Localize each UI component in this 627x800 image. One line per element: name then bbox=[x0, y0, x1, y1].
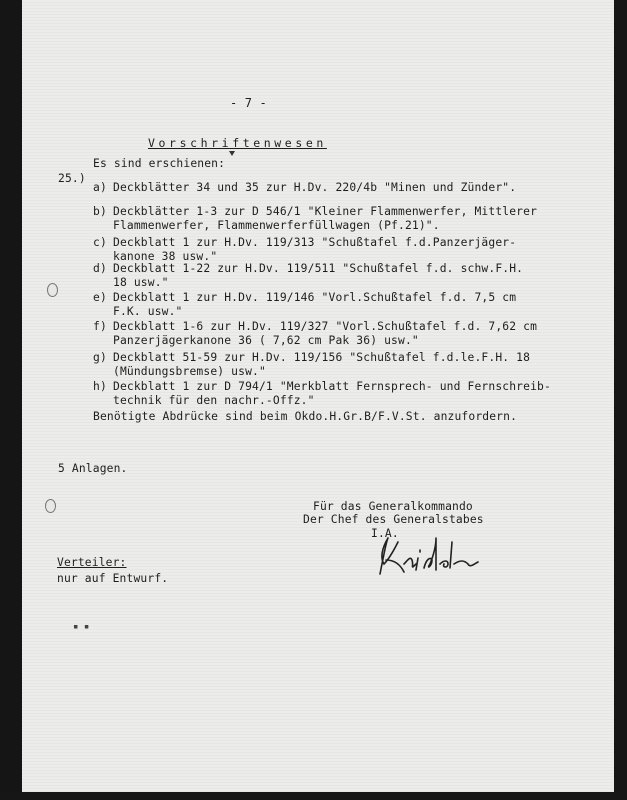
caret-mark bbox=[229, 151, 235, 156]
item-h-line-2: technik für den nachr.-Offz." bbox=[113, 394, 315, 407]
distribution-value: nur auf Entwurf. bbox=[57, 572, 169, 585]
closing-note: Benötigte Abdrücke sind beim Okdo.H.Gr.B/F.V.St. anzufordern. bbox=[93, 410, 518, 423]
signature-line-2: Der Chef des Generalstabes bbox=[303, 513, 484, 526]
scan-bottom-edge bbox=[0, 792, 627, 800]
item-label-d: d) bbox=[93, 262, 107, 275]
document-page bbox=[22, 0, 614, 792]
item-g-line-1: Deckblatt 51-59 zur H.Dv. 119/156 "Schußtafel f.d.le.F.H. 18 bbox=[113, 351, 531, 364]
distribution-label: Verteiler: bbox=[57, 556, 127, 569]
scan-left-edge bbox=[0, 0, 22, 800]
item-label-h: h) bbox=[93, 380, 107, 393]
item-a-line-1: Deckblätter 34 und 35 zur H.Dv. 220/4b "Minen und Zünder". bbox=[113, 181, 517, 194]
item-c-line-1: Deckblatt 1 zur H.Dv. 119/313 "Schußtafel f.d.Panzerjäger- bbox=[113, 236, 517, 249]
section-number: 25.) bbox=[58, 172, 86, 185]
signature-line-3: I.A. bbox=[371, 527, 399, 540]
item-h-line-1: Deckblatt 1 zur D 794/1 "Merkblatt Fernsprech- und Fernschreib- bbox=[113, 380, 551, 393]
punch-hole-upper bbox=[47, 283, 58, 297]
item-f-line-2: Panzerjägerkanone 36 ( 7,62 cm Pak 36) usw." bbox=[113, 334, 419, 347]
punch-hole-lower bbox=[45, 499, 56, 513]
item-b-line-1: Deckblätter 1-3 zur D 546/1 "Kleiner Flammenwerfer, Mittlerer bbox=[113, 205, 538, 218]
item-c-line-2: kanone 38 usw." bbox=[113, 250, 218, 263]
item-label-b: b) bbox=[93, 205, 107, 218]
item-d-line-1: Deckblatt 1-22 zur H.Dv. 119/511 "Schußtafel f.d. schw.F.H. bbox=[113, 262, 524, 275]
item-label-a: a) bbox=[93, 181, 107, 194]
page-number: - 7 - bbox=[230, 96, 267, 110]
handwritten-signature bbox=[374, 534, 489, 584]
item-label-g: g) bbox=[93, 351, 107, 364]
scan-right-edge bbox=[614, 0, 627, 800]
item-g-line-2: (Mündungsbremse) usw." bbox=[113, 365, 266, 378]
signature-line-1: Für das Generalkommando bbox=[313, 500, 473, 513]
item-label-c: c) bbox=[93, 236, 107, 249]
stray-marks: ▪ ▪ bbox=[73, 622, 90, 632]
item-label-e: e) bbox=[93, 291, 107, 304]
item-e-line-2: F.K. usw." bbox=[113, 305, 183, 318]
section-heading: Vorschriftenwesen bbox=[148, 136, 327, 150]
item-d-line-2: 18 usw." bbox=[113, 276, 169, 289]
item-e-line-1: Deckblatt 1 zur H.Dv. 119/146 "Vorl.Schußtafel f.d. 7,5 cm bbox=[113, 291, 517, 304]
item-label-f: f) bbox=[93, 320, 107, 333]
item-b-line-2: Flammenwerfer, Flammenwerferfüllwagen (Pf.21)". bbox=[113, 219, 440, 232]
item-f-line-1: Deckblatt 1-6 zur H.Dv. 119/327 "Vorl.Schußtafel f.d. 7,62 cm bbox=[113, 320, 538, 333]
section-intro: Es sind erschienen: bbox=[93, 157, 226, 170]
attachments-note: 5 Anlagen. bbox=[58, 462, 128, 475]
